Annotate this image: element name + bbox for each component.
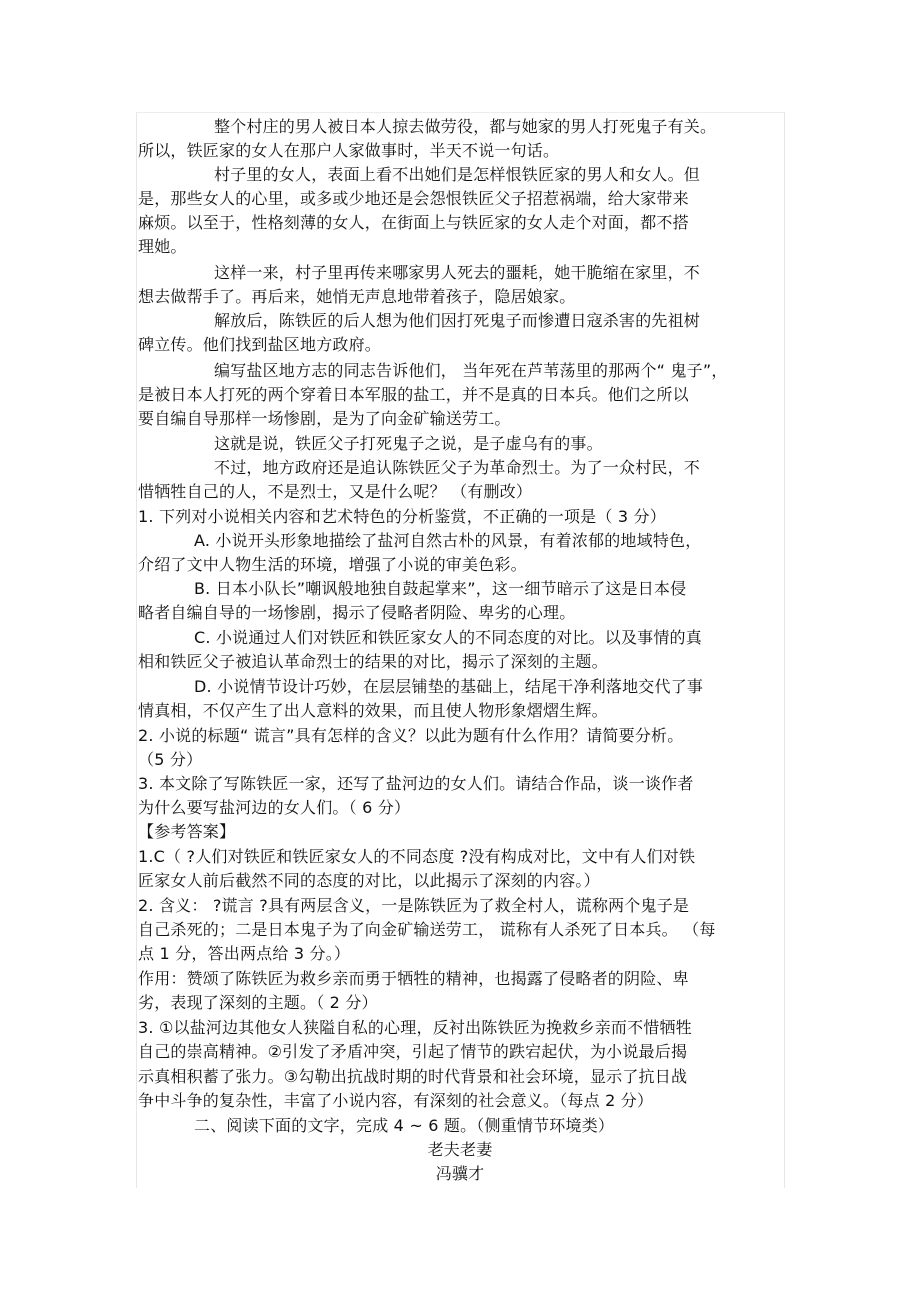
story-line: 要自编自导那样一场惨剧，是为了向金矿输送劳工。: [138, 409, 511, 428]
answer-3-cont: 争中斗争的复杂性，丰富了小说内容，有深刻的社会意义。（每点 2 分）: [138, 1091, 654, 1110]
answer-3: 3. ①以盐河边其他女人狭隘自私的心理，反衬出陈铁匠为挽救乡亲而不惜牺牲: [138, 1018, 692, 1037]
question-3: 3. 本文除了写陈铁匠一家，还写了盐河边的女人们。请结合作品，谈一谈作者: [138, 774, 694, 793]
answer-3-cont: 自己的崇高精神。②引发了矛盾冲突，引起了情节的跌宕起伏，为小说最后揭: [138, 1042, 688, 1061]
story-line: 是，那些女人的心里，或多或少地还是会怨恨铁匠父子招惹祸端，给大家带来: [138, 189, 689, 208]
story-line: 麻烦。以至于，性格刻薄的女人，在街面上与铁匠家的女人走个对面，都不搭: [138, 213, 689, 232]
story-line: 不过，地方政府还是追认陈铁匠父子为革命烈士。为了一众村民，不: [214, 458, 701, 477]
answer-1-cont: 匠家女人前后截然不同的态度的对比，以此揭示了深刻的内容。）: [138, 871, 600, 890]
answer-2-cont: 点 1 分，答出两点给 3 分。）: [138, 944, 351, 963]
answer-3-cont: 示真相积蓄了张力。③勾勒出抗战时期的时代背景和社会环境，显示了抗日战: [138, 1067, 688, 1086]
section-2-heading: 二、阅读下面的文字，完成 4 ~ 6 题。（侧重情节环境类）: [194, 1116, 615, 1135]
option-d: D. 小说情节设计巧妙，在层层铺垫的基础上，结尾干净利落地交代了事: [194, 677, 704, 696]
option-a: A. 小说开头形象地描绘了盐河自然古朴的风景，有着浓郁的地域特色，: [194, 531, 702, 550]
option-c: C. 小说通过人们对铁匠和铁匠家女人的不同态度的对比。以及事情的真: [194, 628, 702, 647]
question-2: 2. 小说的标题“ 谎言”具有怎样的含义？以此为题有什么作用？请简要分析。: [138, 726, 684, 745]
story-author: 冯骥才: [435, 1164, 485, 1183]
option-a-cont: 介绍了文中人物生活的环境，增强了小说的审美色彩。: [138, 555, 527, 574]
story-line: 这样一来，村子里再传来哪家男人死去的噩耗，她干脆缩在家里，不: [214, 263, 701, 282]
story-line: 这就是说，铁匠父子打死鬼子之说，是子虚乌有的事。: [214, 434, 603, 453]
story-line: 所以，铁匠家的女人在那户人家做事时，半天不说一句话。: [138, 141, 560, 160]
story-line: 解放后，陈铁匠的后人想为他们因打死鬼子而惨遭日寇杀害的先祖树: [214, 311, 701, 330]
option-b-cont: 略者自编自导的一场惨剧，揭示了侵略者阴险、卑劣的心理。: [138, 603, 576, 622]
option-c-cont: 相和铁匠父子被追认革命烈士的结果的对比，揭示了深刻的主题。: [138, 652, 608, 671]
answer-1: 1.C（ ?人们对铁匠和铁匠家女人的不同态度 ?没有构成对比，文中有人们对铁: [138, 847, 696, 866]
answer-2-cont: 自己杀死的；二是日本鬼子为了向金矿输送劳工， 谎称有人杀死了日本兵。 （每: [138, 920, 716, 939]
story-line: 村子里的女人，表面上看不出她们是怎样恨铁匠家的男人和女人。但: [214, 165, 701, 184]
story-line: 是被日本人打死的两个穿着日本军服的盐工，并不是真的日本兵。他们之所以: [138, 385, 689, 404]
option-d-cont: 情真相，不仅产生了出人意料的效果，而且使人物形象熠熠生辉。: [138, 701, 608, 720]
story-line: 理她。: [138, 237, 187, 256]
story-line: 编写盐区地方志的同志告诉他们， 当年死在芦苇荡里的那两个“ 鬼子”，: [214, 361, 728, 380]
story-line: 整个村庄的男人被日本人掠去做劳役，都与她家的男人打死鬼子有关。: [214, 117, 717, 136]
story-line: 想去做帮手了。再后来，她悄无声息地带着孩子，隐居娘家。: [138, 287, 576, 306]
question-1: 1. 下列对小说相关内容和艺术特色的分析鉴赏，不正确的一项是（ 3 分）: [138, 507, 666, 526]
option-b: B. 日本小队长”嘲讽般地独自鼓起掌来”，这一细节暗示了这是日本侵: [194, 579, 687, 598]
question-2-cont: （5 分）: [138, 750, 203, 769]
story-line: 碑立传。他们找到盐区地方政府。: [138, 335, 382, 354]
answers-heading: 【参考答案】: [138, 822, 236, 841]
story-line: 惜牺牲自己的人，不是烈士，又是什么呢？ （有删改）: [138, 482, 533, 501]
answer-2: 2. 含义： ?谎言 ?具有两层含义，一是陈铁匠为了救全村人，谎称两个鬼子是: [138, 896, 690, 915]
story-title: 老夫老妻: [427, 1140, 493, 1159]
answer-2-effect-cont: 劣，表现了深刻的主题。（ 2 分）: [138, 993, 378, 1012]
answer-2-effect: 作用：赞颂了陈铁匠为救乡亲而勇于牺牲的精神，也揭露了侵略者的阴险、卑: [138, 969, 689, 988]
question-3-cont: 为什么要写盐河边的女人们。（ 6 分）: [138, 798, 411, 817]
